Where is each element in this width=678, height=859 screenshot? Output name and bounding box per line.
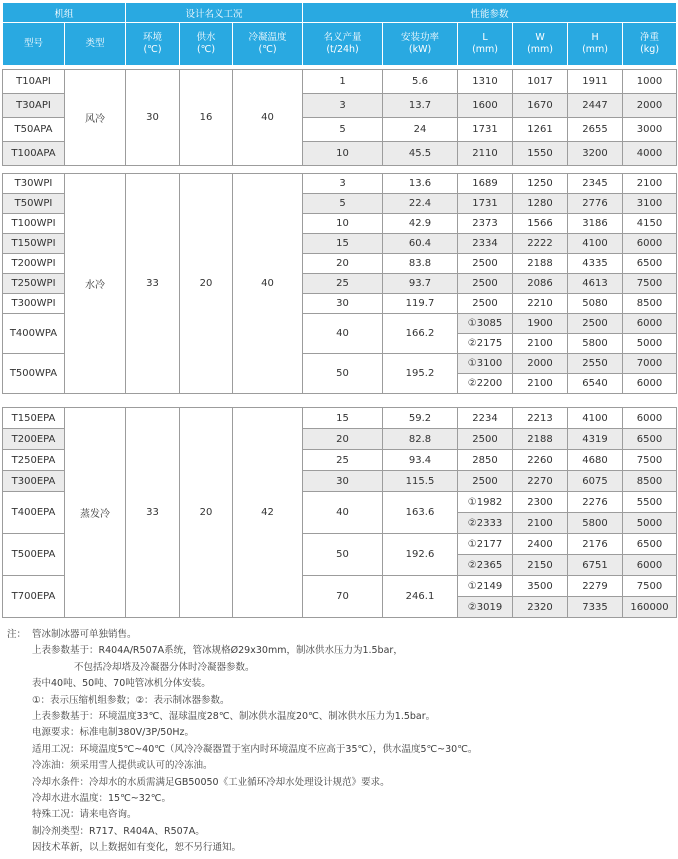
length-cell: 2373 (458, 214, 513, 234)
header-col-net-weight: 净重 (kg) (623, 23, 677, 66)
spec-table-section-water-cooled (2, 173, 677, 394)
net-weight-cell: 7500 (623, 274, 677, 294)
header-col-supply-water: 供水 (℃) (180, 23, 233, 66)
capacity-cell: 3 (303, 174, 383, 194)
width-cell: 2270 (513, 471, 568, 492)
net-weight-cell: 6500 (623, 534, 677, 555)
note-line: 冷却水进水温度：15℃~32℃。 (32, 793, 171, 805)
width-cell: 2100 (513, 374, 568, 394)
note-line: 制冷剂类型：R717、R404A、R507A。 (32, 825, 205, 837)
capacity-cell: 40 (303, 314, 383, 354)
width-cell: 1261 (513, 118, 568, 142)
length-cell: ①3100 (458, 354, 513, 374)
model-cell: T50APA (3, 118, 65, 142)
length-cell: ①2177 (458, 534, 513, 555)
ambient-temp-cell: 33 (126, 408, 180, 618)
spec-table-section-evaporative-cooled (2, 407, 677, 618)
width-cell: 2100 (513, 334, 568, 354)
length-cell: 2500 (458, 471, 513, 492)
power-cell: 246.1 (383, 576, 458, 618)
note-label: 注： (7, 629, 27, 640)
net-weight-cell: 7500 (623, 576, 677, 597)
header-group-performance: 性能参数 (303, 3, 677, 23)
height-cell: 2345 (568, 174, 623, 194)
width-cell: 2188 (513, 254, 568, 274)
model-cell: T30WPI (3, 174, 65, 194)
net-weight-cell: 2100 (623, 174, 677, 194)
capacity-cell: 5 (303, 118, 383, 142)
capacity-cell: 40 (303, 492, 383, 534)
length-cell: ①2149 (458, 576, 513, 597)
height-cell: 4613 (568, 274, 623, 294)
capacity-cell: 3 (303, 94, 383, 118)
model-cell: T500EPA (3, 534, 65, 576)
model-cell: T500WPA (3, 354, 65, 394)
header-group-design-conditions: 设计名义工况 (126, 3, 303, 23)
length-cell: ②2333 (458, 513, 513, 534)
model-cell: T250WPI (3, 274, 65, 294)
capacity-cell: 10 (303, 142, 383, 166)
model-cell: T400EPA (3, 492, 65, 534)
length-cell: 2234 (458, 408, 513, 429)
width-cell: 2086 (513, 274, 568, 294)
height-cell: 3186 (568, 214, 623, 234)
model-cell: T30API (3, 94, 65, 118)
height-cell: 4319 (568, 429, 623, 450)
model-cell: T150EPA (3, 408, 65, 429)
power-cell: 5.6 (383, 70, 458, 94)
capacity-cell: 25 (303, 450, 383, 471)
net-weight-cell: 160000 (623, 597, 677, 618)
header-group-unit: 机组 (3, 3, 126, 23)
height-cell: 4680 (568, 450, 623, 471)
table-row (3, 408, 677, 429)
header-col-power: 安装功率 (kW) (383, 23, 458, 66)
length-cell: ②2200 (458, 374, 513, 394)
table-row (3, 70, 677, 94)
spec-table-section-air-cooled (2, 69, 677, 166)
width-cell: 1280 (513, 194, 568, 214)
condensing-temp-cell: 40 (233, 70, 303, 166)
length-cell: 2500 (458, 254, 513, 274)
width-cell: 1670 (513, 94, 568, 118)
net-weight-cell: 6500 (623, 429, 677, 450)
net-weight-cell: 6000 (623, 314, 677, 334)
net-weight-cell: 8500 (623, 471, 677, 492)
height-cell: 5800 (568, 513, 623, 534)
length-cell: ②3019 (458, 597, 513, 618)
notes-section (2, 627, 676, 857)
capacity-cell: 10 (303, 214, 383, 234)
length-cell: 1689 (458, 174, 513, 194)
length-cell: ②2365 (458, 555, 513, 576)
net-weight-cell: 2000 (623, 94, 677, 118)
note-line: 适用工况：环境温度5℃~40℃（风冷冷凝器置于室内时环境温度不应高于35℃），供水温度5℃~30℃。 (32, 743, 478, 755)
header-col-capacity: 名义产量 (t/24h) (303, 23, 383, 66)
model-cell: T100APA (3, 142, 65, 166)
supply-water-temp-cell: 20 (180, 408, 233, 618)
spec-table-header (2, 2, 677, 66)
note-line: 上表参数基于：R404A/R507A系统，管冰规格Ø29x30mm，制冰供水压力为1.5bar， (32, 645, 403, 657)
width-cell: 2400 (513, 534, 568, 555)
capacity-cell: 50 (303, 534, 383, 576)
net-weight-cell: 6000 (623, 408, 677, 429)
net-weight-cell: 1000 (623, 70, 677, 94)
length-cell: 2334 (458, 234, 513, 254)
power-cell: 195.2 (383, 354, 458, 394)
length-cell: 2500 (458, 429, 513, 450)
capacity-cell: 70 (303, 576, 383, 618)
power-cell: 45.5 (383, 142, 458, 166)
model-cell: T250EPA (3, 450, 65, 471)
width-cell: 1017 (513, 70, 568, 94)
header-col-length: L (mm) (458, 23, 513, 66)
cooling-type-cell: 水冷 (65, 174, 126, 394)
net-weight-cell: 3000 (623, 118, 677, 142)
capacity-cell: 50 (303, 354, 383, 394)
height-cell: 4335 (568, 254, 623, 274)
cooling-type-cell: 蒸发冷 (65, 408, 126, 618)
model-cell: T10API (3, 70, 65, 94)
model-cell: T150WPI (3, 234, 65, 254)
header-col-ambient: 环境 (℃) (126, 23, 180, 66)
height-cell: 6540 (568, 374, 623, 394)
capacity-cell: 20 (303, 429, 383, 450)
power-cell: 93.4 (383, 450, 458, 471)
width-cell: 2260 (513, 450, 568, 471)
width-cell: 2000 (513, 354, 568, 374)
width-cell: 2188 (513, 429, 568, 450)
width-cell: 1250 (513, 174, 568, 194)
width-cell: 1550 (513, 142, 568, 166)
net-weight-cell: 5500 (623, 492, 677, 513)
cooling-type-cell: 风冷 (65, 70, 126, 166)
power-cell: 119.7 (383, 294, 458, 314)
width-cell: 2150 (513, 555, 568, 576)
net-weight-cell: 4000 (623, 142, 677, 166)
net-weight-cell: 7000 (623, 354, 677, 374)
power-cell: 163.6 (383, 492, 458, 534)
width-cell: 2100 (513, 513, 568, 534)
capacity-cell: 25 (303, 274, 383, 294)
height-cell: 3200 (568, 142, 623, 166)
capacity-cell: 30 (303, 471, 383, 492)
height-cell: 2655 (568, 118, 623, 142)
model-cell: T100WPI (3, 214, 65, 234)
supply-water-temp-cell: 20 (180, 174, 233, 394)
capacity-cell: 15 (303, 234, 383, 254)
power-cell: 166.2 (383, 314, 458, 354)
model-cell: T50WPI (3, 194, 65, 214)
height-cell: 2550 (568, 354, 623, 374)
height-cell: 1911 (568, 70, 623, 94)
height-cell: 2776 (568, 194, 623, 214)
note-line: 特殊工况：请来电咨询。 (32, 809, 137, 821)
power-cell: 82.8 (383, 429, 458, 450)
length-cell: 1310 (458, 70, 513, 94)
length-cell: 2500 (458, 294, 513, 314)
header-col-model: 型号 (3, 23, 65, 66)
height-cell: 2447 (568, 94, 623, 118)
power-cell: 13.6 (383, 174, 458, 194)
power-cell: 192.6 (383, 534, 458, 576)
note-line: 冷冻油：须采用雪人提供或认可的冷冻油。 (32, 760, 213, 772)
note-line: 电源要求：标准电制380V/3P/50Hz。 (32, 727, 195, 739)
width-cell: 3500 (513, 576, 568, 597)
note-line: 注： 管冰制冰器可单独销售。 (2, 627, 676, 643)
model-cell: T200EPA (3, 429, 65, 450)
header-col-width: W (mm) (513, 23, 568, 66)
power-cell: 13.7 (383, 94, 458, 118)
power-cell: 60.4 (383, 234, 458, 254)
height-cell: 6075 (568, 471, 623, 492)
length-cell: 2500 (458, 274, 513, 294)
supply-water-temp-cell: 16 (180, 70, 233, 166)
capacity-cell: 30 (303, 294, 383, 314)
width-cell: 2300 (513, 492, 568, 513)
header-column-row (3, 23, 677, 66)
model-cell: T400WPA (3, 314, 65, 354)
width-cell: 2213 (513, 408, 568, 429)
height-cell: 4100 (568, 408, 623, 429)
height-cell: 4100 (568, 234, 623, 254)
height-cell: 5080 (568, 294, 623, 314)
note-line: 不包括冷却塔及冷凝器分体时冷凝器参数。 (74, 661, 255, 673)
net-weight-cell: 6000 (623, 555, 677, 576)
model-cell: T300EPA (3, 471, 65, 492)
power-cell: 115.5 (383, 471, 458, 492)
power-cell: 93.7 (383, 274, 458, 294)
width-cell: 1566 (513, 214, 568, 234)
net-weight-cell: 6000 (623, 234, 677, 254)
note-line: 冷却水条件：冷却水的水质需满足GB50050《工业循环冷却水处理设计规范》要求。 (32, 776, 390, 788)
height-cell: 2176 (568, 534, 623, 555)
length-cell: ①1982 (458, 492, 513, 513)
height-cell: 7335 (568, 597, 623, 618)
ambient-temp-cell: 33 (126, 174, 180, 394)
header-col-type: 类型 (65, 23, 126, 66)
height-cell: 2279 (568, 576, 623, 597)
length-cell: ②2175 (458, 334, 513, 354)
width-cell: 2320 (513, 597, 568, 618)
spec-table-sections (2, 69, 676, 618)
width-cell: 2210 (513, 294, 568, 314)
length-cell: 2110 (458, 142, 513, 166)
width-cell: 1900 (513, 314, 568, 334)
net-weight-cell: 4150 (623, 214, 677, 234)
note-line: 因技术革新，以上数据如有变化，恕不另行通知。 (32, 842, 242, 854)
height-cell: 2276 (568, 492, 623, 513)
model-cell: T700EPA (3, 576, 65, 618)
power-cell: 59.2 (383, 408, 458, 429)
length-cell: ①3085 (458, 314, 513, 334)
header-col-condensing-temp: 冷凝温度 (℃) (233, 23, 303, 66)
condensing-temp-cell: 42 (233, 408, 303, 618)
power-cell: 83.8 (383, 254, 458, 274)
note-line: 上表参数基于：环境温度33℃、湿球温度28℃、制冰供水温度20℃、制冰供水压力为1.5bar。 (32, 711, 436, 723)
power-cell: 42.9 (383, 214, 458, 234)
net-weight-cell: 5000 (623, 334, 677, 354)
height-cell: 2500 (568, 314, 623, 334)
length-cell: 1731 (458, 194, 513, 214)
header-group-row (3, 3, 677, 23)
condensing-temp-cell: 40 (233, 174, 303, 394)
height-cell: 6751 (568, 555, 623, 576)
capacity-cell: 5 (303, 194, 383, 214)
note-line: ①：表示压缩机组参数；②：表示制冰器参数。 (32, 694, 230, 706)
header-col-height: H (mm) (568, 23, 623, 66)
width-cell: 2222 (513, 234, 568, 254)
length-cell: 2850 (458, 450, 513, 471)
capacity-cell: 15 (303, 408, 383, 429)
length-cell: 1731 (458, 118, 513, 142)
net-weight-cell: 3100 (623, 194, 677, 214)
net-weight-cell: 6000 (623, 374, 677, 394)
height-cell: 5800 (568, 334, 623, 354)
model-cell: T300WPI (3, 294, 65, 314)
power-cell: 22.4 (383, 194, 458, 214)
ambient-temp-cell: 30 (126, 70, 180, 166)
net-weight-cell: 7500 (623, 450, 677, 471)
length-cell: 1600 (458, 94, 513, 118)
net-weight-cell: 6500 (623, 254, 677, 274)
capacity-cell: 1 (303, 70, 383, 94)
net-weight-cell: 5000 (623, 513, 677, 534)
note-line: 表中40吨、50吨、70吨管冰机分体安装。 (32, 678, 211, 690)
capacity-cell: 20 (303, 254, 383, 274)
model-cell: T200WPI (3, 254, 65, 274)
table-row (3, 174, 677, 194)
power-cell: 24 (383, 118, 458, 142)
net-weight-cell: 8500 (623, 294, 677, 314)
